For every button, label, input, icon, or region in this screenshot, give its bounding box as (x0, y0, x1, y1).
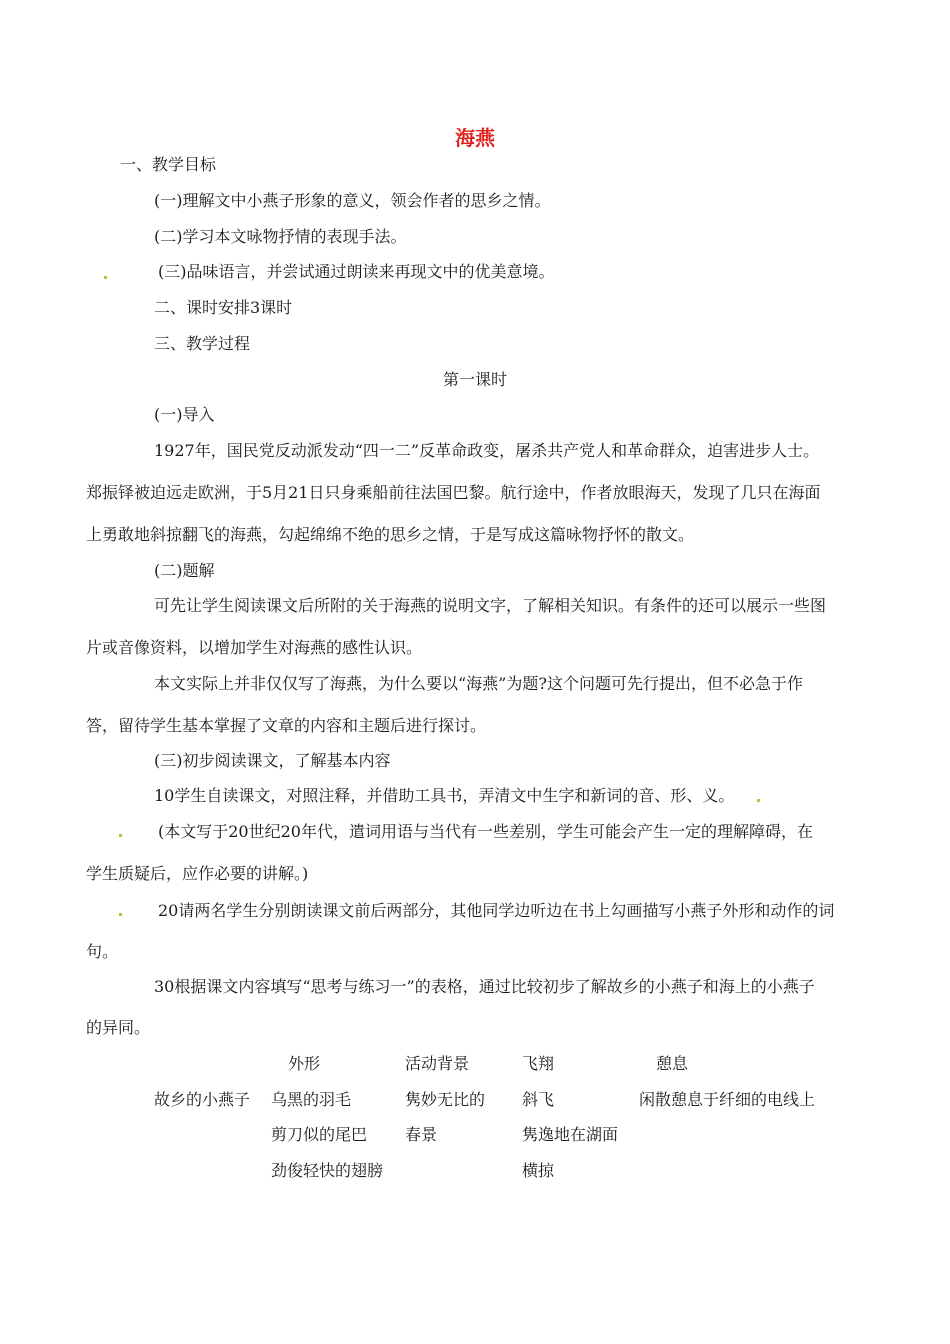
paragraph-line: 本文实际上并非仅仅写了海燕，为什么要以“海燕”为题?这个问题可先行提出，但不必急于作 (154, 674, 803, 693)
paragraph-line: 上勇敢地斜掠翻飞的海燕，勾起绵绵不绝的思乡之情，于是写成这篇咏物抒怀的散文。 (86, 525, 695, 544)
paragraph-line: 郑振铎被迫远走欧洲，于5月21日只身乘船前往法国巴黎。航行途中，作者放眼海天，发现了几只在海面 (86, 483, 821, 502)
table-cell: 斜飞 (522, 1090, 555, 1109)
subsection-heading: (二)题解 (154, 561, 215, 580)
subsection-heading: (一)导入 (154, 405, 215, 424)
paragraph-line: 30根据课文内容填写“思考与练习一”的表格，通过比较初步了解故乡的小燕子和海上的小燕子 (154, 977, 815, 996)
table-header: 飞翔 (522, 1054, 555, 1073)
paragraph-line: 可先让学生阅读课文后所附的关于海燕的说明文字，了解相关知识。有条件的还可以展示一些图 (154, 596, 827, 615)
scan-mark (119, 834, 122, 837)
paragraph-line: (本文写于20世纪20年代，遣词用语与当代有一些差别，学生可能会产生一定的理解障碍，在 (158, 822, 813, 841)
paragraph-line: 的异同。 (86, 1018, 151, 1037)
goal-item: (一)理解文中小燕子形象的意义，领会作者的思乡之情。 (154, 191, 551, 210)
goal-item: (三)品味语言，并尝试通过朗读来再现文中的优美意境。 (158, 262, 555, 281)
scan-mark (104, 276, 107, 279)
table-row-label: 故乡的小燕子 (154, 1090, 251, 1109)
table-cell: 乌黑的羽毛 (271, 1090, 352, 1109)
table-cell: 闲散憩息于纤细的电线上 (639, 1090, 816, 1109)
table-header: 外形 (288, 1054, 321, 1073)
paragraph-line: 10学生自读课文，对照注释，并借助工具书，弄清文中生字和新词的音、形、义。 (154, 786, 735, 805)
paragraph-line: 20请两名学生分别朗读课文前后两部分，其他同学边听边在书上勾画描写小燕子外形和动作的词 (158, 901, 835, 920)
paragraph-line: 句。 (86, 942, 119, 961)
paragraph-line: 答，留待学生基本掌握了文章的内容和主题后进行探讨。 (86, 716, 487, 735)
scan-mark (757, 799, 760, 802)
table-cell: 春景 (405, 1125, 438, 1144)
section-heading-goals: 一、教学目标 (120, 155, 217, 174)
section-heading-process: 三、教学过程 (154, 334, 251, 353)
table-cell: 隽妙无比的 (405, 1090, 486, 1109)
lesson-heading: 第一课时 (442, 370, 507, 389)
goal-item: (二)学习本文咏物抒情的表现手法。 (154, 227, 407, 246)
table-header: 活动背景 (405, 1054, 470, 1073)
table-cell: 横掠 (522, 1161, 555, 1180)
table-cell: 劲俊轻快的翅膀 (271, 1161, 384, 1180)
table-cell: 隽逸地在湖面 (522, 1125, 619, 1144)
scan-mark (119, 913, 122, 916)
paragraph-line: 学生质疑后，应作必要的讲解。) (86, 864, 309, 883)
paragraph-line: 1927年，国民党反动派发动“四一二”反革命政变，屠杀共产党人和革命群众，迫害进步人士。 (154, 441, 820, 460)
paragraph-line: 片或音像资料，以增加学生对海燕的感性认识。 (86, 638, 423, 657)
table-cell: 剪刀似的尾巴 (271, 1125, 368, 1144)
table-header: 憩息 (656, 1054, 689, 1073)
page-title: 海燕 (455, 126, 495, 150)
subsection-heading: (三)初步阅读课文，了解基本内容 (154, 751, 391, 770)
section-heading-schedule: 二、课时安排3课时 (154, 298, 293, 317)
